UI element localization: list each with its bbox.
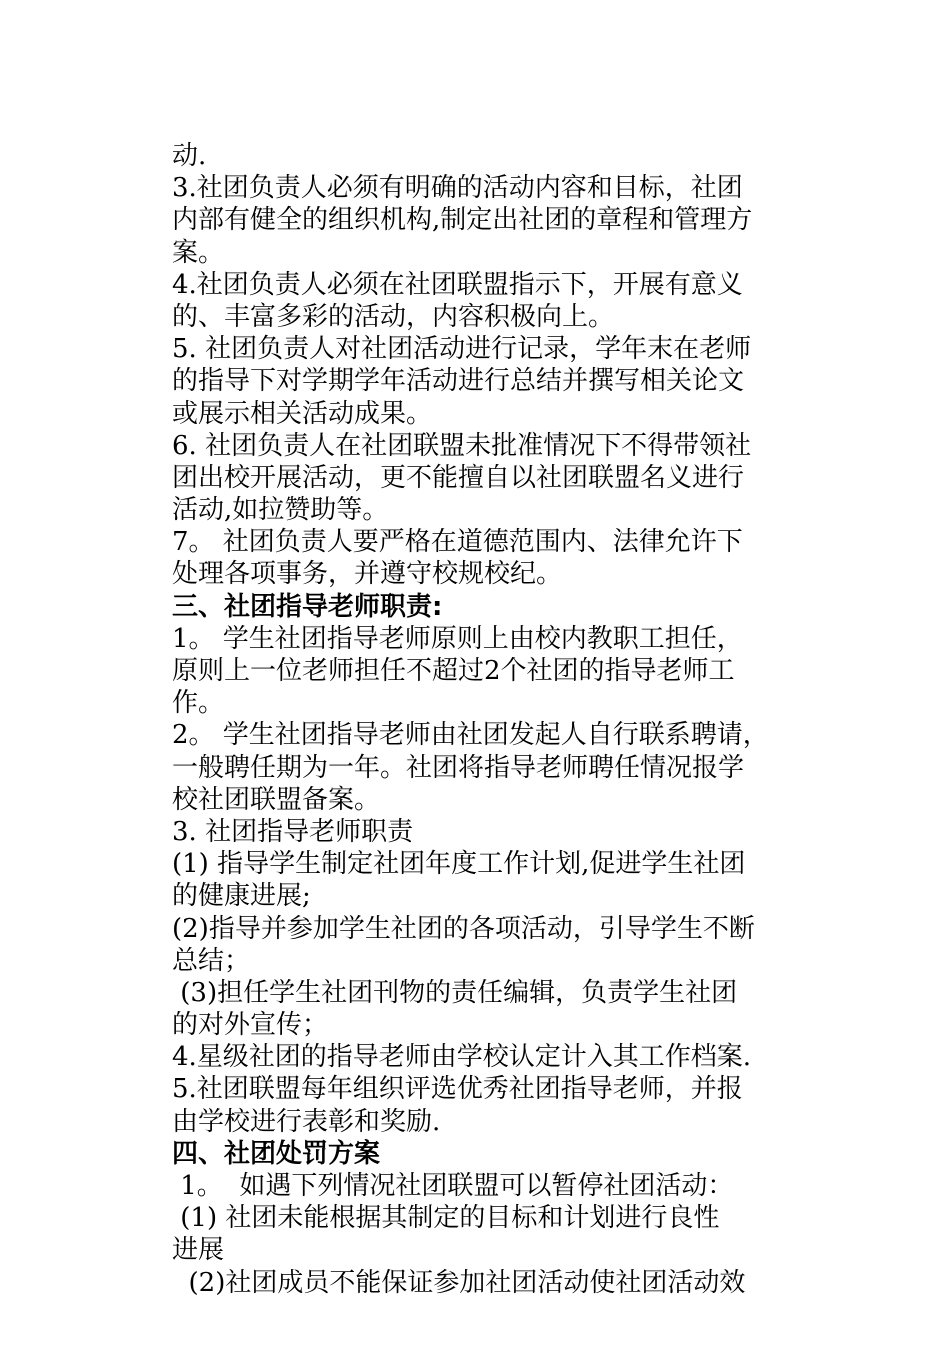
text-line: 校社团联盟备案。: [172, 784, 381, 815]
text-line: 团出校开展活动，更不能擅自以社团联盟名义进行: [172, 462, 745, 493]
text-line: 的、丰富多彩的活动，内容积极向上。: [172, 301, 615, 332]
text-line: 内部有健全的组织机构,制定出社团的章程和管理方: [172, 205, 753, 236]
text-line: 案。: [172, 237, 225, 268]
text-line: 5.社团联盟每年组织评选优秀社团指导老师，并报: [172, 1074, 743, 1105]
text-line: 处理各项事务，并遵守校规校纪。: [172, 559, 563, 590]
text-line: (2)社团成员不能保证参加社团活动使社团活动效: [172, 1267, 746, 1298]
text-line: 动.: [172, 141, 207, 171]
text-line: 的对外宣传；: [172, 1010, 329, 1041]
text-line: (1) 指导学生制定社团年度工作计划,促进学生社团: [172, 849, 746, 880]
text-line: (2)指导并参加学生社团的各项活动，引导学生不断: [172, 913, 755, 944]
document-page: [172, 140, 792, 1299]
text-line: 总结；: [172, 945, 251, 976]
text-line: (1) 社团未能根据其制定的目标和计划进行良性: [172, 1203, 720, 1234]
text-line: 1。 如遇下列情况社团联盟可以暂停社团活动：: [172, 1171, 734, 1201]
text-line: 的健康进展;: [172, 881, 311, 912]
text-line: 1。 学生社团指导老师原则上由校内教职工担任，: [172, 623, 743, 654]
text-line: 7。 社团负责人要严格在道德范围内、法律允许下: [172, 527, 743, 558]
text-line: 或展示相关活动成果。: [172, 398, 433, 429]
text-line: 活动,如拉赞助等。: [172, 495, 389, 526]
text-line: 3. 社团指导老师职责: [172, 816, 414, 847]
text-line: 进展: [172, 1235, 225, 1266]
text-line: 一般聘任期为一年。社团将指导老师聘任情况报学: [172, 752, 745, 783]
text-line: 作。: [172, 688, 225, 719]
text-line: (3)担任学生社团刊物的责任编辑，负责学生社团: [172, 977, 738, 1008]
text-line: 4.星级社团的指导老师由学校认定计入其工作档案.: [172, 1042, 752, 1073]
text-line: 5. 社团负责人对社团活动进行记录，学年末在老师: [172, 334, 752, 365]
section-heading: 四、社团处罚方案: [172, 1138, 381, 1169]
text-line: 3.社团负责人必须有明确的活动内容和目标，社团: [172, 173, 743, 204]
section-heading: 三、社团指导老师职责:: [172, 591, 443, 622]
text-line: 6. 社团负责人在社团联盟未批准情况下不得带领社: [172, 430, 752, 461]
text-line: 原则上一位老师担任不超过2个社团的指导老师工: [172, 656, 735, 686]
text-line: 4.社团负责人必须在社团联盟指示下，开展有意义: [172, 269, 743, 300]
text-line: 2。 学生社团指导老师由社团发起人自行联系聘请，: [172, 720, 769, 751]
text-line: 的指导下对学期学年活动进行总结并撰写相关论文: [172, 366, 745, 397]
text-line: 由学校进行表彰和奖励.: [172, 1106, 441, 1137]
